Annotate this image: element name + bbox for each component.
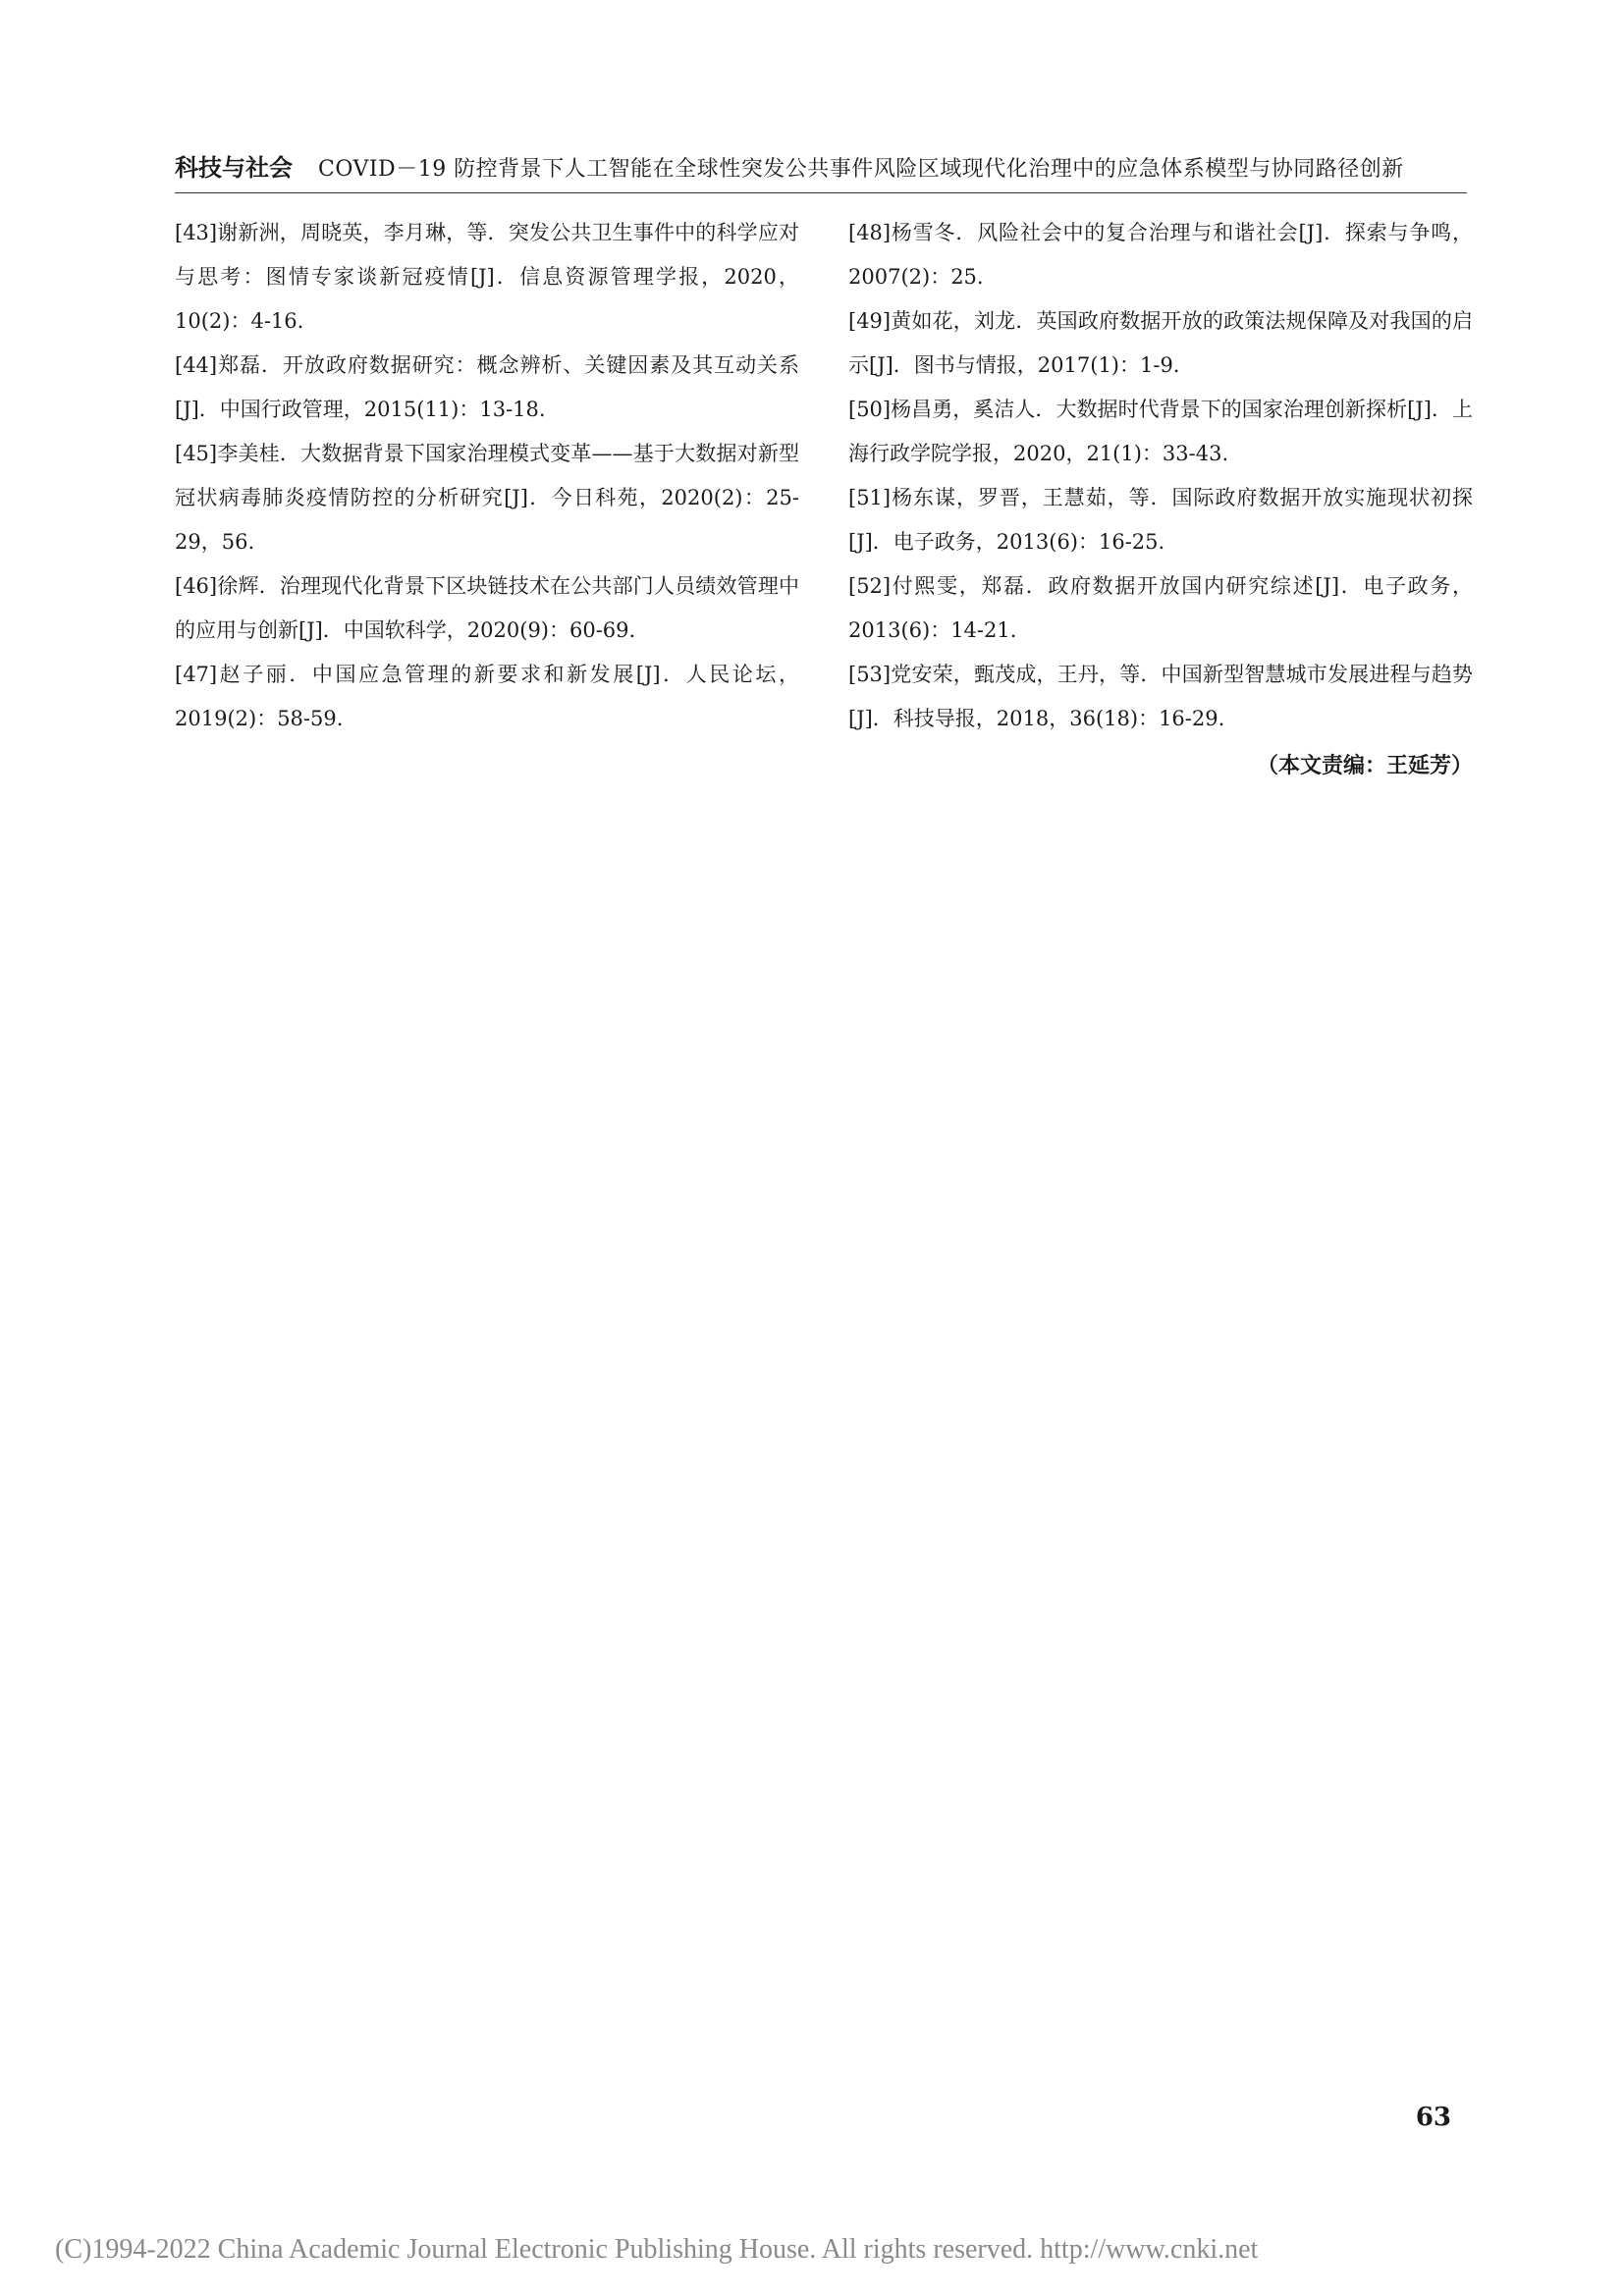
- reference-49: [49]黄如花，刘龙．英国政府数据开放的政策法规保障及对我国的启示[J]．图书与情报，2017(1)：1-9.: [848, 309, 1473, 377]
- copyright-footer: (C)1994-2022 China Academic Journal Electronic Publishing House. All rights reserved. http://www.cnki.net: [55, 2234, 1259, 2265]
- reference-50: [50]杨昌勇，奚洁人．大数据时代背景下的国家治理创新探析[J]．上海行政学院学报，2020，21(1)：33-43.: [848, 398, 1473, 465]
- header-section-name: 科技与社会: [175, 154, 293, 182]
- running-header: [175, 132, 1467, 193]
- reference-51: [51]杨东谋，罗晋，王慧茹，等．国际政府数据开放实施现状初探[J]．电子政务，2013(6)：16-25.: [848, 486, 1473, 554]
- reference-46: [46]徐辉．治理现代化背景下区块链技术在公共部门人员绩效管理中的应用与创新[J]．中国软科学，2020(9)：60-69.: [175, 574, 799, 642]
- reference-45: [45]李美桂．大数据背景下国家治理模式变革——基于大数据对新型冠状病毒肺炎疫情防控的分析研究[J]．今日科苑，2020(2)：25-29，56.: [175, 442, 799, 554]
- reference-44: [44]郑磊．开放政府数据研究：概念辨析、关键因素及其互动关系[J]．中国行政管理，2015(11)：13-18.: [175, 353, 799, 421]
- reference-48: [48]杨雪冬．风险社会中的复合治理与和谐社会[J]．探索与争鸣，2007(2)：25.: [848, 221, 1473, 289]
- page-number: 63: [1415, 2103, 1451, 2132]
- reference-52: [52]付熙雯，郑磊．政府数据开放国内研究综述[J]．电子政务，2013(6)：14-21.: [848, 574, 1473, 642]
- reference-47: [47]赵子丽．中国应急管理的新要求和新发展[J]．人民论坛，2019(2)：58-59.: [175, 663, 799, 730]
- header-article-title: COVID－19 防控背景下人工智能在全球性突发公共事件风险区域现代化治理中的应急体系模型与协同路径创新: [318, 157, 1404, 182]
- references-right-column: [848, 211, 1473, 741]
- editor-note: （本文责编：王延芳）: [1256, 754, 1473, 778]
- reference-53: [53]党安荣，甄茂成，王丹，等．中国新型智慧城市发展进程与趋势[J]．科技导报，2018，36(18)：16-29.: [848, 663, 1473, 730]
- reference-43: [43]谢新洲，周晓英，李月琳，等．突发公共卫生事件中的科学应对与思考：图情专家谈新冠疫情[J]．信息资源管理学报，2020，10(2)：4-16.: [175, 221, 799, 333]
- references-left-column: [175, 211, 799, 741]
